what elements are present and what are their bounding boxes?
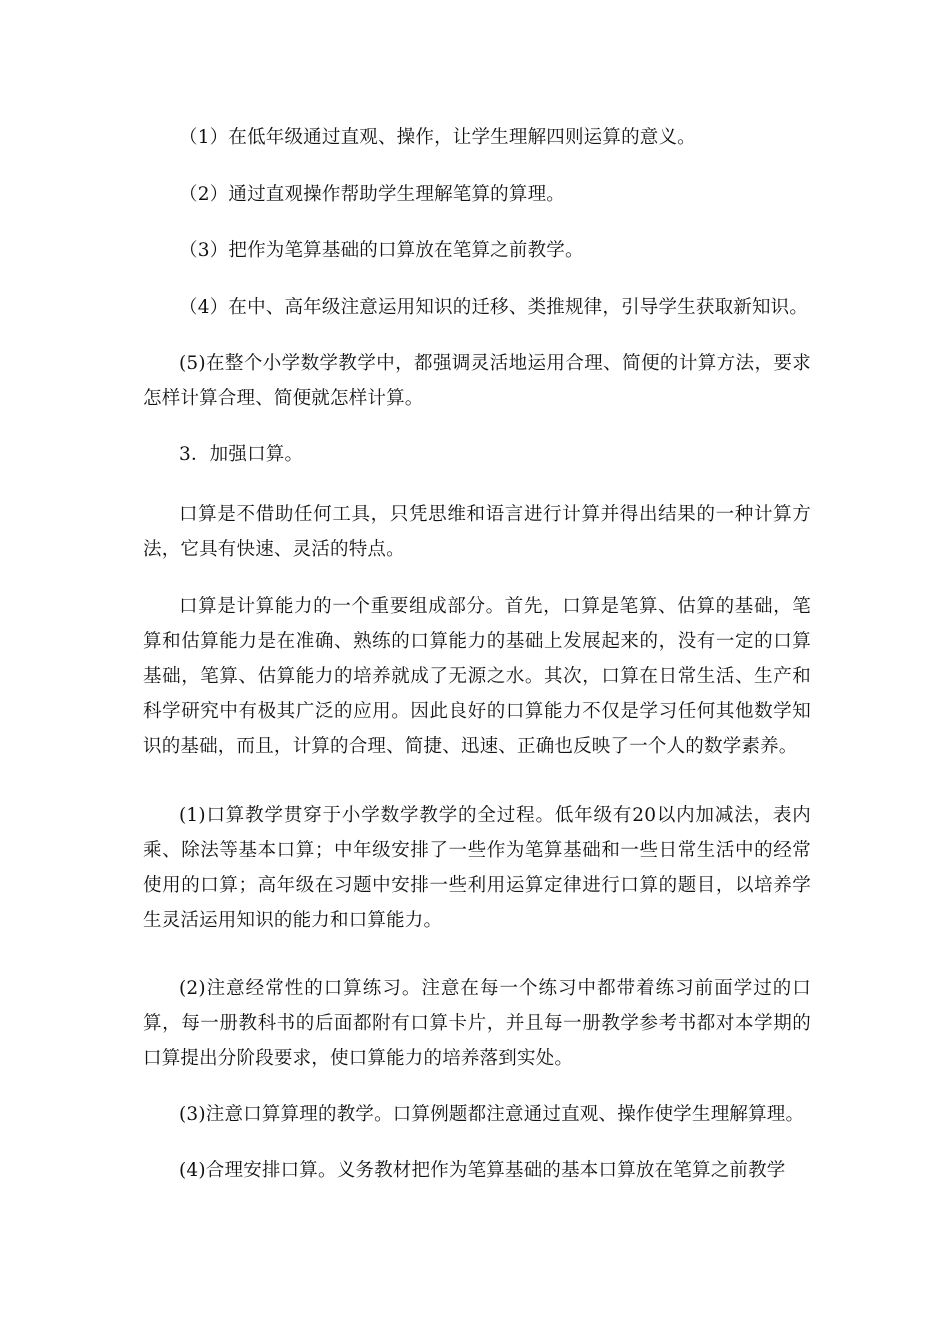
paragraph-3: （3）把作为笔算基础的口算放在笔算之前教学。	[179, 240, 584, 261]
paragraph-1: （1）在低年级通过直观、操作，让学生理解四则运算的意义。	[179, 127, 696, 148]
paragraph-6: 口算是不借助任何工具，只凭思维和语言进行计算并得出结果的一种计算方法，它具有快速、灵活的特点。	[143, 504, 811, 560]
paragraph-8: (1)口算教学贯穿于小学数学教学的全过程。低年级有20以内加减法，表内乘、除法等基本口算；中年级安排了一些作为笔算基础和一些日常生活中的经常使用的口算；高年级在习题中安排一些利用运算定律进行口算的题目，以培养学生灵活运用知识的能力和口算能力。	[143, 805, 811, 931]
paragraph-9: (2)注意经常性的口算练习。注意在每一个练习中都带着练习前面学过的口算，每一册教科书的后面都附有口算卡片，并且每一册教学参考书都对本学期的口算提出分阶段要求，使口算能力的培养落到实处。	[143, 978, 811, 1069]
paragraph-7: 口算是计算能力的一个重要组成部分。首先，口算是笔算、估算的基础，笔算和估算能力是在准确、熟练的口算能力的基础上发展起来的，没有一定的口算基础，笔算、估算能力的培养就成了无源之水。其次，口算在日常生活、生产和科学研究中有极其广泛的应用。因此良好的口算能力不仅是学习任何其他数学知识的基础，而且，计算的合理、简捷、迅速、正确也反映了一个人的数学素养。	[143, 596, 811, 757]
paragraph-2: （2）通过直观操作帮助学生理解笔算的算理。	[179, 184, 565, 205]
paragraph-4: （4）在中、高年级注意运用知识的迁移、类推规律，引导学生获取新知识。	[179, 297, 809, 318]
paragraph-11: (4)合理安排口算。义务教材把作为笔算基础的基本口算放在笔算之前教学	[179, 1160, 786, 1181]
paragraph-5: (5)在整个小学数学教学中，都强调灵活地运用合理、简便的计算方法，要求怎样计算合理、简便就怎样计算。	[143, 353, 811, 409]
section-heading: 3．加强口算。	[179, 444, 304, 465]
paragraph-10: (3)注意口算算理的教学。口算例题都注意通过直观、操作使学生理解算理。	[179, 1104, 805, 1125]
